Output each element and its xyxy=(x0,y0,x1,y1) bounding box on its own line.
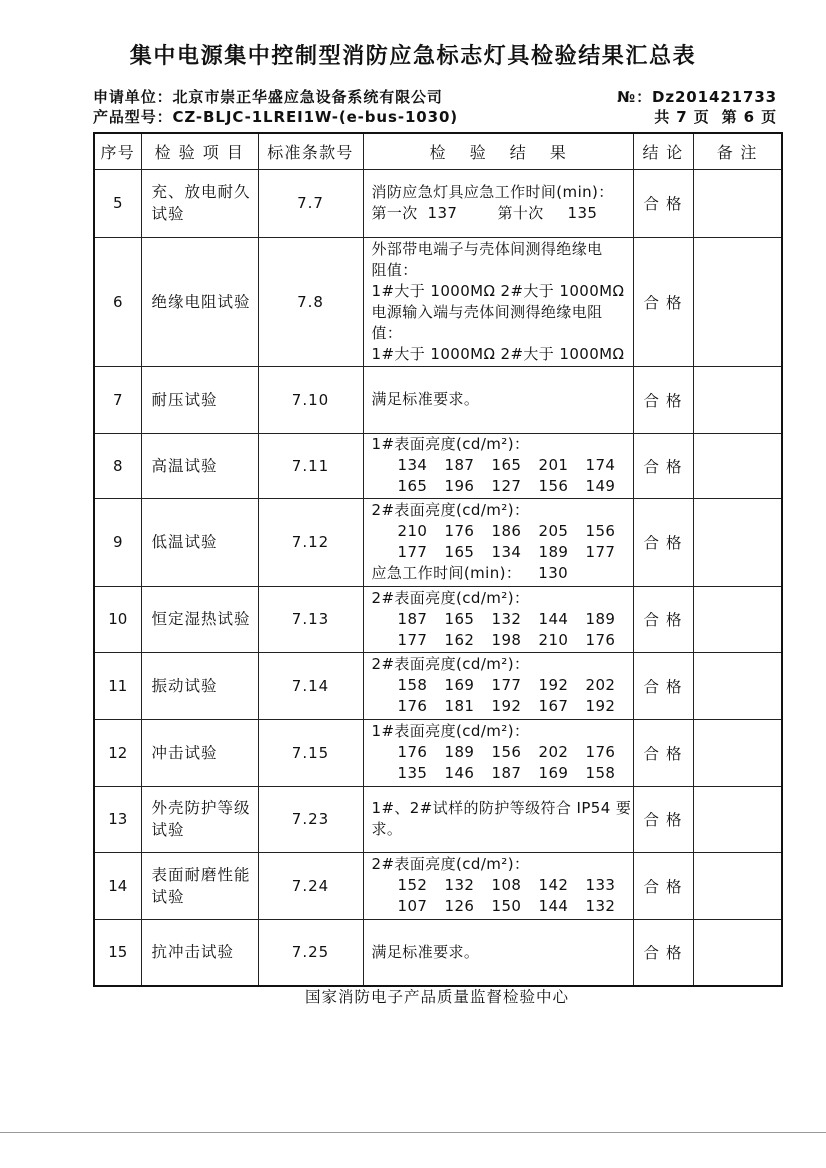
test-item-line: 高温试验 xyxy=(151,456,218,475)
luminance-value: 187 xyxy=(397,609,428,628)
test-result xyxy=(363,237,633,366)
table-row xyxy=(94,433,782,498)
row-number: 8 xyxy=(94,433,141,498)
header-result: 检 验 结 果 xyxy=(363,133,633,169)
result-text-line: 1#表面亮度(cd/m²)： xyxy=(371,722,530,740)
conclusion: 合 格 xyxy=(633,586,693,652)
table-row xyxy=(94,237,782,366)
applicant-line xyxy=(93,87,443,107)
results-table-body xyxy=(94,169,782,986)
remark xyxy=(693,169,782,237)
result-text-line: 阻值： xyxy=(371,260,418,279)
results-table xyxy=(93,132,783,987)
row-number: 10 xyxy=(94,586,141,652)
result-text-line: 消防应急灯具应急工作时间(min)： xyxy=(371,183,614,201)
luminance-value: 202 xyxy=(585,676,616,694)
duration-line xyxy=(372,203,633,224)
table-row xyxy=(94,498,782,586)
report-number xyxy=(617,87,777,107)
conclusion: 合 格 xyxy=(633,366,693,433)
standard-clause: 7.24 xyxy=(258,852,363,919)
row-number: 13 xyxy=(94,786,141,852)
conclusion: 合 格 xyxy=(633,169,693,237)
table-row xyxy=(94,786,782,852)
luminance-values-line xyxy=(372,896,633,917)
row-number: 11 xyxy=(94,652,141,719)
table-row xyxy=(94,652,782,719)
luminance-value: 150 xyxy=(491,897,522,915)
remark xyxy=(693,237,782,366)
report-number-value: Dz201421733 xyxy=(651,88,777,106)
insulation-value: 1#大于 1000MΩ xyxy=(371,281,496,300)
luminance-values-line xyxy=(372,763,633,784)
insulation-values-line xyxy=(372,344,633,365)
luminance-value: 127 xyxy=(491,477,522,495)
test-item-line: 试验 xyxy=(151,205,185,223)
standard-clause: 7.15 xyxy=(258,719,363,786)
luminance-values-line xyxy=(372,542,633,563)
luminance-value: 156 xyxy=(585,522,616,540)
duration-segment: 137 xyxy=(427,204,458,222)
row-number: 15 xyxy=(94,919,141,986)
luminance-values-line xyxy=(372,476,633,497)
luminance-values-line xyxy=(372,742,633,763)
test-item-line: 冲击试验 xyxy=(151,743,218,762)
result-text-line: 满足标准要求。 xyxy=(371,390,480,408)
luminance-value: 192 xyxy=(538,676,569,694)
results-table-head xyxy=(94,133,782,169)
test-item-line: 低温试验 xyxy=(151,533,218,551)
luminance-value: 158 xyxy=(585,764,616,782)
standard-clause: 7.10 xyxy=(258,366,363,433)
test-item xyxy=(141,652,258,719)
result-text-line: 1#、2#试样的防护等级符合 IP54 要 xyxy=(371,799,632,817)
remark xyxy=(693,919,782,986)
test-result xyxy=(363,169,633,237)
luminance-value: 192 xyxy=(585,697,616,715)
test-item-line: 耐压试验 xyxy=(151,390,218,409)
remark xyxy=(693,719,782,786)
page-bottom-rule xyxy=(0,1132,826,1133)
result-text-line: 外部带电端子与壳体间测得绝缘电 xyxy=(371,239,603,258)
luminance-value: 205 xyxy=(538,522,569,540)
luminance-value: 176 xyxy=(397,697,428,715)
model-value: CZ-BLJC-1LREⅠ1W-(e-bus-1030) xyxy=(172,108,459,126)
luminance-value: 187 xyxy=(491,764,522,782)
emergency-time-line xyxy=(372,563,633,584)
standard-clause: 7.11 xyxy=(258,433,363,498)
luminance-value: 176 xyxy=(397,743,428,761)
luminance-value: 177 xyxy=(397,630,428,649)
duration-segment: 135 xyxy=(567,204,598,222)
conclusion: 合 格 xyxy=(633,919,693,986)
result-text-line: 2#表面亮度(cd/m²)： xyxy=(371,501,530,519)
row-number: 7 xyxy=(94,366,141,433)
test-item xyxy=(141,586,258,652)
test-item-line: 绝缘电阻试验 xyxy=(151,292,251,311)
luminance-value: 144 xyxy=(538,609,569,628)
test-result xyxy=(363,786,633,852)
luminance-value: 146 xyxy=(444,764,475,782)
luminance-value: 177 xyxy=(491,676,522,694)
standard-clause: 7.8 xyxy=(258,237,363,366)
luminance-value: 134 xyxy=(397,456,428,474)
header-remark: 备 注 xyxy=(693,133,782,169)
standard-clause: 7.12 xyxy=(258,498,363,586)
row-number: 14 xyxy=(94,852,141,919)
model-label: 产品型号： xyxy=(93,108,173,126)
test-result xyxy=(363,652,633,719)
emergency-time-value: 130 xyxy=(538,564,569,582)
luminance-value: 132 xyxy=(491,609,522,628)
test-result xyxy=(363,366,633,433)
test-result xyxy=(363,586,633,652)
test-item xyxy=(141,919,258,986)
luminance-value: 186 xyxy=(491,522,522,540)
test-item-line: 充、放电耐久 xyxy=(151,183,251,201)
test-item xyxy=(141,852,258,919)
table-row xyxy=(94,169,782,237)
insulation-value: 2#大于 1000MΩ xyxy=(500,281,625,300)
header-no: 序号 xyxy=(94,133,141,169)
luminance-values-line xyxy=(372,630,633,651)
luminance-value: 152 xyxy=(397,876,428,894)
test-result xyxy=(363,919,633,986)
test-item-line: 恒定湿热试验 xyxy=(151,610,251,628)
result-text-line: 2#表面亮度(cd/m²)： xyxy=(371,655,530,673)
table-row xyxy=(94,852,782,919)
result-text-line: 1#表面亮度(cd/m²)： xyxy=(371,435,530,453)
table-row xyxy=(94,586,782,652)
luminance-value: 192 xyxy=(491,697,522,715)
standard-clause: 7.13 xyxy=(258,586,363,652)
result-text-line: 2#表面亮度(cd/m²)： xyxy=(371,855,530,873)
header-conclusion: 结 论 xyxy=(633,133,693,169)
emergency-time-label: 应急工作时间(min)： xyxy=(371,564,522,582)
test-item xyxy=(141,498,258,586)
luminance-value: 196 xyxy=(444,477,475,495)
report-number-label: №： xyxy=(617,88,652,106)
insulation-value: 1#大于 1000MΩ xyxy=(371,344,496,363)
standard-clause: 7.23 xyxy=(258,786,363,852)
luminance-value: 189 xyxy=(538,543,569,561)
conclusion: 合 格 xyxy=(633,786,693,852)
luminance-value: 107 xyxy=(397,897,428,915)
page-info xyxy=(654,107,777,127)
luminance-value: 149 xyxy=(585,477,616,495)
luminance-value: 202 xyxy=(538,743,569,761)
luminance-value: 210 xyxy=(538,630,569,649)
result-text-line: 满足标准要求。 xyxy=(371,942,480,961)
conclusion: 合 格 xyxy=(633,852,693,919)
luminance-value: 144 xyxy=(538,897,569,915)
luminance-value: 189 xyxy=(444,743,475,761)
row-number: 9 xyxy=(94,498,141,586)
result-text-line: 电源输入端与壳体间测得绝缘电阻 xyxy=(371,302,603,321)
luminance-value: 135 xyxy=(397,764,428,782)
model-line xyxy=(93,107,458,127)
applicant-label: 申请单位： xyxy=(93,88,173,106)
luminance-value: 189 xyxy=(585,609,616,628)
duration-segment: 第十次 xyxy=(497,204,544,222)
table-row xyxy=(94,919,782,986)
luminance-value: 174 xyxy=(585,456,616,474)
test-item-line: 表面耐磨性能 xyxy=(151,865,251,884)
test-item xyxy=(141,237,258,366)
result-text-line: 值： xyxy=(371,323,403,342)
conclusion: 合 格 xyxy=(633,652,693,719)
row-number: 5 xyxy=(94,169,141,237)
conclusion: 合 格 xyxy=(633,237,693,366)
luminance-value: 177 xyxy=(585,543,616,561)
duration-segment: 第一次 xyxy=(371,204,418,222)
insulation-values-line xyxy=(372,281,633,302)
remark xyxy=(693,498,782,586)
test-item xyxy=(141,366,258,433)
conclusion: 合 格 xyxy=(633,498,693,586)
test-result xyxy=(363,852,633,919)
conclusion: 合 格 xyxy=(633,719,693,786)
test-item-line: 试验 xyxy=(151,887,185,906)
luminance-value: 165 xyxy=(397,477,428,495)
luminance-value: 142 xyxy=(538,876,569,894)
test-item xyxy=(141,719,258,786)
remark xyxy=(693,366,782,433)
table-row xyxy=(94,366,782,433)
test-result xyxy=(363,498,633,586)
luminance-value: 108 xyxy=(491,876,522,894)
luminance-value: 181 xyxy=(444,697,475,715)
test-item-line: 抗冲击试验 xyxy=(151,943,235,962)
luminance-value: 133 xyxy=(585,876,616,894)
row-number: 12 xyxy=(94,719,141,786)
luminance-value: 162 xyxy=(444,630,475,649)
luminance-value: 156 xyxy=(491,743,522,761)
luminance-value: 134 xyxy=(491,543,522,561)
luminance-values-line xyxy=(372,521,633,542)
result-text-line: 2#表面亮度(cd/m²)： xyxy=(371,588,530,607)
insulation-value: 2#大于 1000MΩ xyxy=(500,344,625,363)
remark xyxy=(693,652,782,719)
luminance-value: 165 xyxy=(444,543,475,561)
luminance-value: 169 xyxy=(538,764,569,782)
issuing-organization: 国家消防电子产品质量监督检验中心 xyxy=(304,988,569,1006)
test-result xyxy=(363,719,633,786)
luminance-value: 176 xyxy=(444,522,475,540)
standard-clause: 7.7 xyxy=(258,169,363,237)
table-row xyxy=(94,719,782,786)
standard-clause: 7.25 xyxy=(258,919,363,986)
header-row xyxy=(94,133,782,169)
test-item-line: 振动试验 xyxy=(151,676,218,695)
luminance-values-line xyxy=(372,609,633,630)
header-item: 检 验 项 目 xyxy=(141,133,258,169)
applicant-value: 北京市崇正华盛应急设备系统有限公司 xyxy=(172,88,443,106)
page-current: 第 6 页 xyxy=(721,108,777,126)
test-item-line: 外壳防护等级 xyxy=(151,799,251,817)
row-number: 6 xyxy=(94,237,141,366)
remark xyxy=(693,786,782,852)
conclusion: 合 格 xyxy=(633,433,693,498)
luminance-values-line xyxy=(372,875,633,896)
luminance-values-line xyxy=(372,675,633,696)
luminance-value: 176 xyxy=(585,630,616,649)
luminance-value: 187 xyxy=(444,456,475,474)
page-total: 共 7 页 xyxy=(654,108,710,126)
luminance-value: 132 xyxy=(585,897,616,915)
luminance-value: 158 xyxy=(397,676,428,694)
test-item xyxy=(141,169,258,237)
luminance-value: 165 xyxy=(491,456,522,474)
remark xyxy=(693,433,782,498)
luminance-value: 165 xyxy=(444,609,475,628)
test-item xyxy=(141,433,258,498)
test-result xyxy=(363,433,633,498)
result-text-line: 求。 xyxy=(371,820,403,838)
test-item xyxy=(141,786,258,852)
luminance-value: 126 xyxy=(444,897,475,915)
remark xyxy=(693,586,782,652)
standard-clause: 7.14 xyxy=(258,652,363,719)
luminance-value: 169 xyxy=(444,676,475,694)
luminance-value: 198 xyxy=(491,630,522,649)
luminance-value: 132 xyxy=(444,876,475,894)
test-item-line: 试验 xyxy=(151,821,185,839)
luminance-value: 176 xyxy=(585,743,616,761)
remark xyxy=(693,852,782,919)
luminance-value: 210 xyxy=(397,522,428,540)
document-title: 集中电源集中控制型消防应急标志灯具检验结果汇总表 xyxy=(129,44,697,69)
header-clause: 标准条款号 xyxy=(258,133,363,169)
luminance-value: 167 xyxy=(538,697,569,715)
luminance-values-line xyxy=(372,455,633,476)
luminance-values-line xyxy=(372,696,633,717)
luminance-value: 201 xyxy=(538,456,569,474)
luminance-value: 156 xyxy=(538,477,569,495)
luminance-value: 177 xyxy=(397,543,428,561)
